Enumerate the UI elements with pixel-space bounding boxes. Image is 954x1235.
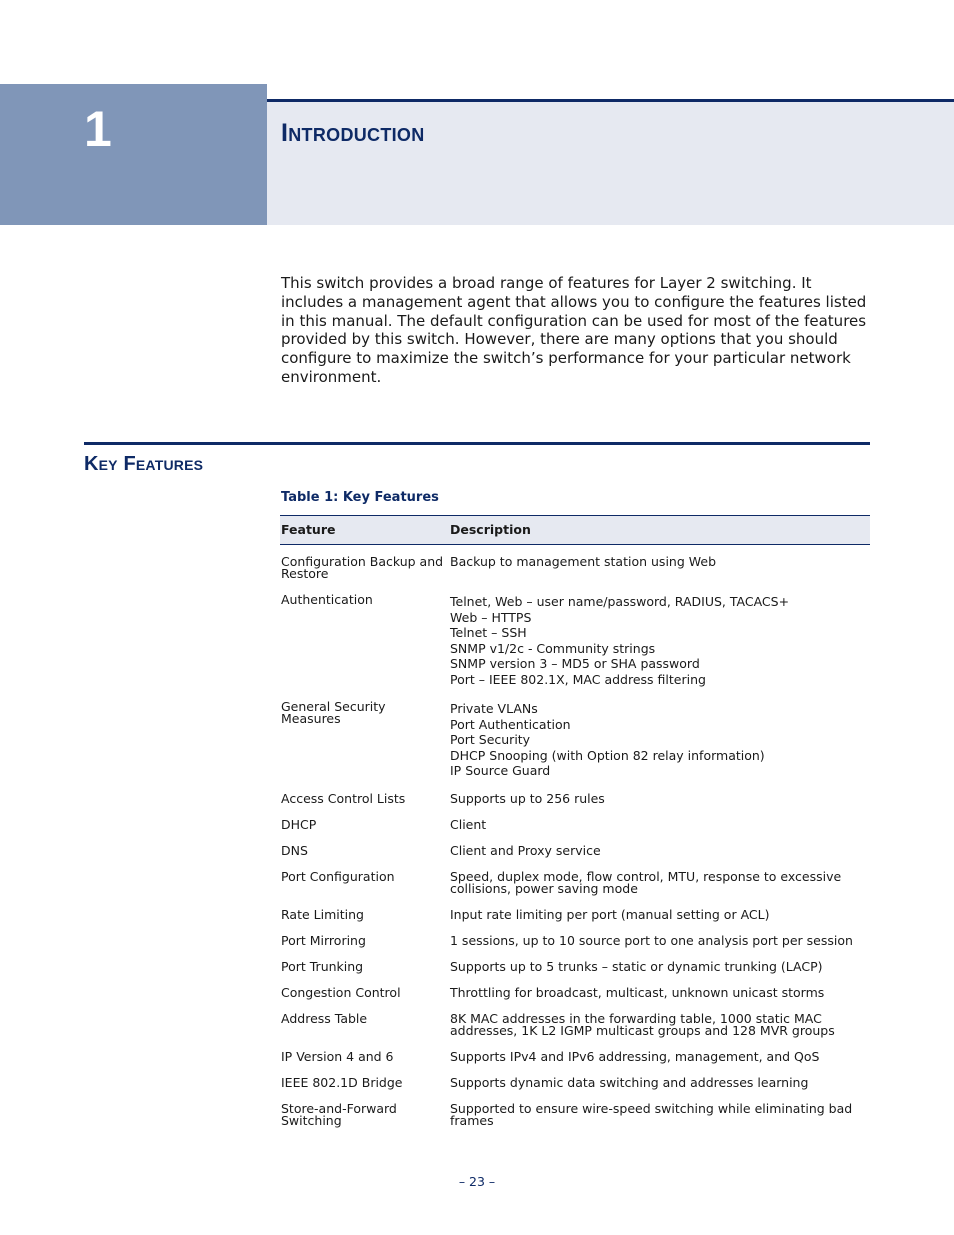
column-header-feature: Feature: [280, 516, 449, 545]
description-line: Supports up to 256 rules: [450, 790, 605, 806]
description-line: Supported to ensure wire-speed switching while eliminating bad frames: [450, 1100, 853, 1128]
description-cell: [449, 1047, 870, 1073]
description-line: Client: [450, 816, 487, 832]
feature-cell: IP Version 4 and 6: [281, 1048, 394, 1064]
description-line: Backup to management station using Web: [450, 554, 717, 569]
table-row: [280, 545, 870, 591]
feature-cell: Congestion Control: [281, 984, 401, 1000]
table-row: [280, 1009, 870, 1047]
table-row: [280, 815, 870, 841]
description-line: SNMP version 3 – MD5 or SHA password: [450, 656, 700, 671]
key-features-table: [280, 515, 870, 1137]
description-line: Telnet, Web – user name/password, RADIUS, TACACS+: [450, 594, 790, 609]
description-line: IP Source Guard: [450, 763, 551, 778]
description-line: Speed, duplex mode, flow control, MTU, response to excessive collisions, power saving mode: [450, 868, 842, 896]
description-line: Supports dynamic data switching and addresses learning: [450, 1074, 809, 1090]
description-cell: [449, 983, 870, 1009]
description-cell: [449, 697, 870, 789]
feature-cell: DHCP: [281, 816, 317, 832]
description-cell: [449, 789, 870, 815]
table-row: [280, 957, 870, 983]
intro-paragraph: This switch provides a broad range of features for Layer 2 switching. It includes a management agent that allows you to configure the features listed in this manual. The default configuration can be used for most of the features provided by this switch. However, there are many options that you should configure to maximize the switch’s performance for your particular network environment.: [281, 274, 867, 386]
description-line: Input rate limiting per port (manual setting or ACL): [450, 906, 770, 922]
description-line: Supports up to 5 trunks – static or dynamic trunking (LACP): [450, 958, 823, 974]
description-line: Supports IPv4 and IPv6 addressing, management, and QoS: [450, 1048, 820, 1064]
description-line: Port – IEEE 802.1X, MAC address filtering: [450, 671, 706, 687]
description-line: Telnet – SSH: [450, 625, 527, 640]
table-row: [280, 867, 870, 905]
table-row: [280, 789, 870, 815]
description-line: Client and Proxy service: [450, 842, 601, 858]
description-cell: [449, 815, 870, 841]
section-heading: Key Features: [84, 453, 204, 475]
feature-cell: Rate Limiting: [281, 906, 364, 922]
description-line: Port Authentication: [450, 716, 571, 732]
description-cell: [449, 1099, 870, 1137]
description-cell: [449, 931, 870, 957]
table-row: [280, 905, 870, 931]
feature-cell: Port Mirroring: [281, 932, 366, 948]
description-line: SNMP v1/2c - Community strings: [450, 640, 656, 656]
feature-cell: Port Trunking: [281, 958, 364, 974]
section-divider: [84, 442, 870, 445]
table-row: [280, 983, 870, 1009]
table-row: [280, 1099, 870, 1137]
table-row: [280, 1047, 870, 1073]
description-cell: [449, 1009, 870, 1047]
table-row: [280, 841, 870, 867]
feature-cell: Authentication: [281, 592, 373, 607]
chapter-number-block: [0, 84, 267, 225]
description-cell: [449, 867, 870, 905]
table-row: [280, 1073, 870, 1099]
feature-cell: Store-and-Forward Switching: [281, 1100, 397, 1128]
table-caption: Table 1: Key Features: [281, 490, 439, 505]
description-cell: [449, 905, 870, 931]
chapter-title: Introduction: [281, 119, 425, 147]
description-line: Private VLANs: [450, 701, 538, 716]
column-header-description: Description: [449, 516, 870, 545]
table-row: [280, 931, 870, 957]
table-row: [280, 697, 870, 789]
description-line: 1 sessions, up to 10 source port to one analysis port per session: [450, 932, 853, 948]
description-line: Throttling for broadcast, multicast, unknown unicast storms: [450, 984, 825, 1000]
description-line: Port Security: [450, 732, 531, 747]
description-line: DHCP Snooping (with Option 82 relay information): [450, 747, 765, 763]
chapter-number: 1: [84, 101, 112, 157]
description-line: Web – HTTPS: [450, 609, 532, 625]
table-row: [280, 590, 870, 697]
page-number: – 23 –: [458, 1174, 496, 1189]
description-cell: [449, 1073, 870, 1099]
description-cell: [449, 957, 870, 983]
table-body: [280, 545, 870, 1137]
feature-cell: DNS: [281, 842, 308, 858]
feature-cell: Access Control Lists: [281, 790, 406, 806]
description-cell: [449, 545, 870, 591]
description-cell: [449, 841, 870, 867]
feature-cell: Port Configuration: [281, 868, 395, 884]
feature-cell: Address Table: [281, 1010, 368, 1026]
table-header-row: [280, 516, 870, 545]
feature-cell: Configuration Backup and Restore: [281, 554, 444, 581]
description-line: 8K MAC addresses in the forwarding table, 1000 static MAC addresses, 1K L2 IGMP multicast groups and 128 MVR groups: [450, 1010, 835, 1038]
feature-cell: IEEE 802.1D Bridge: [281, 1074, 403, 1090]
feature-cell: General Security Measures: [281, 699, 386, 726]
description-cell: [449, 590, 870, 697]
